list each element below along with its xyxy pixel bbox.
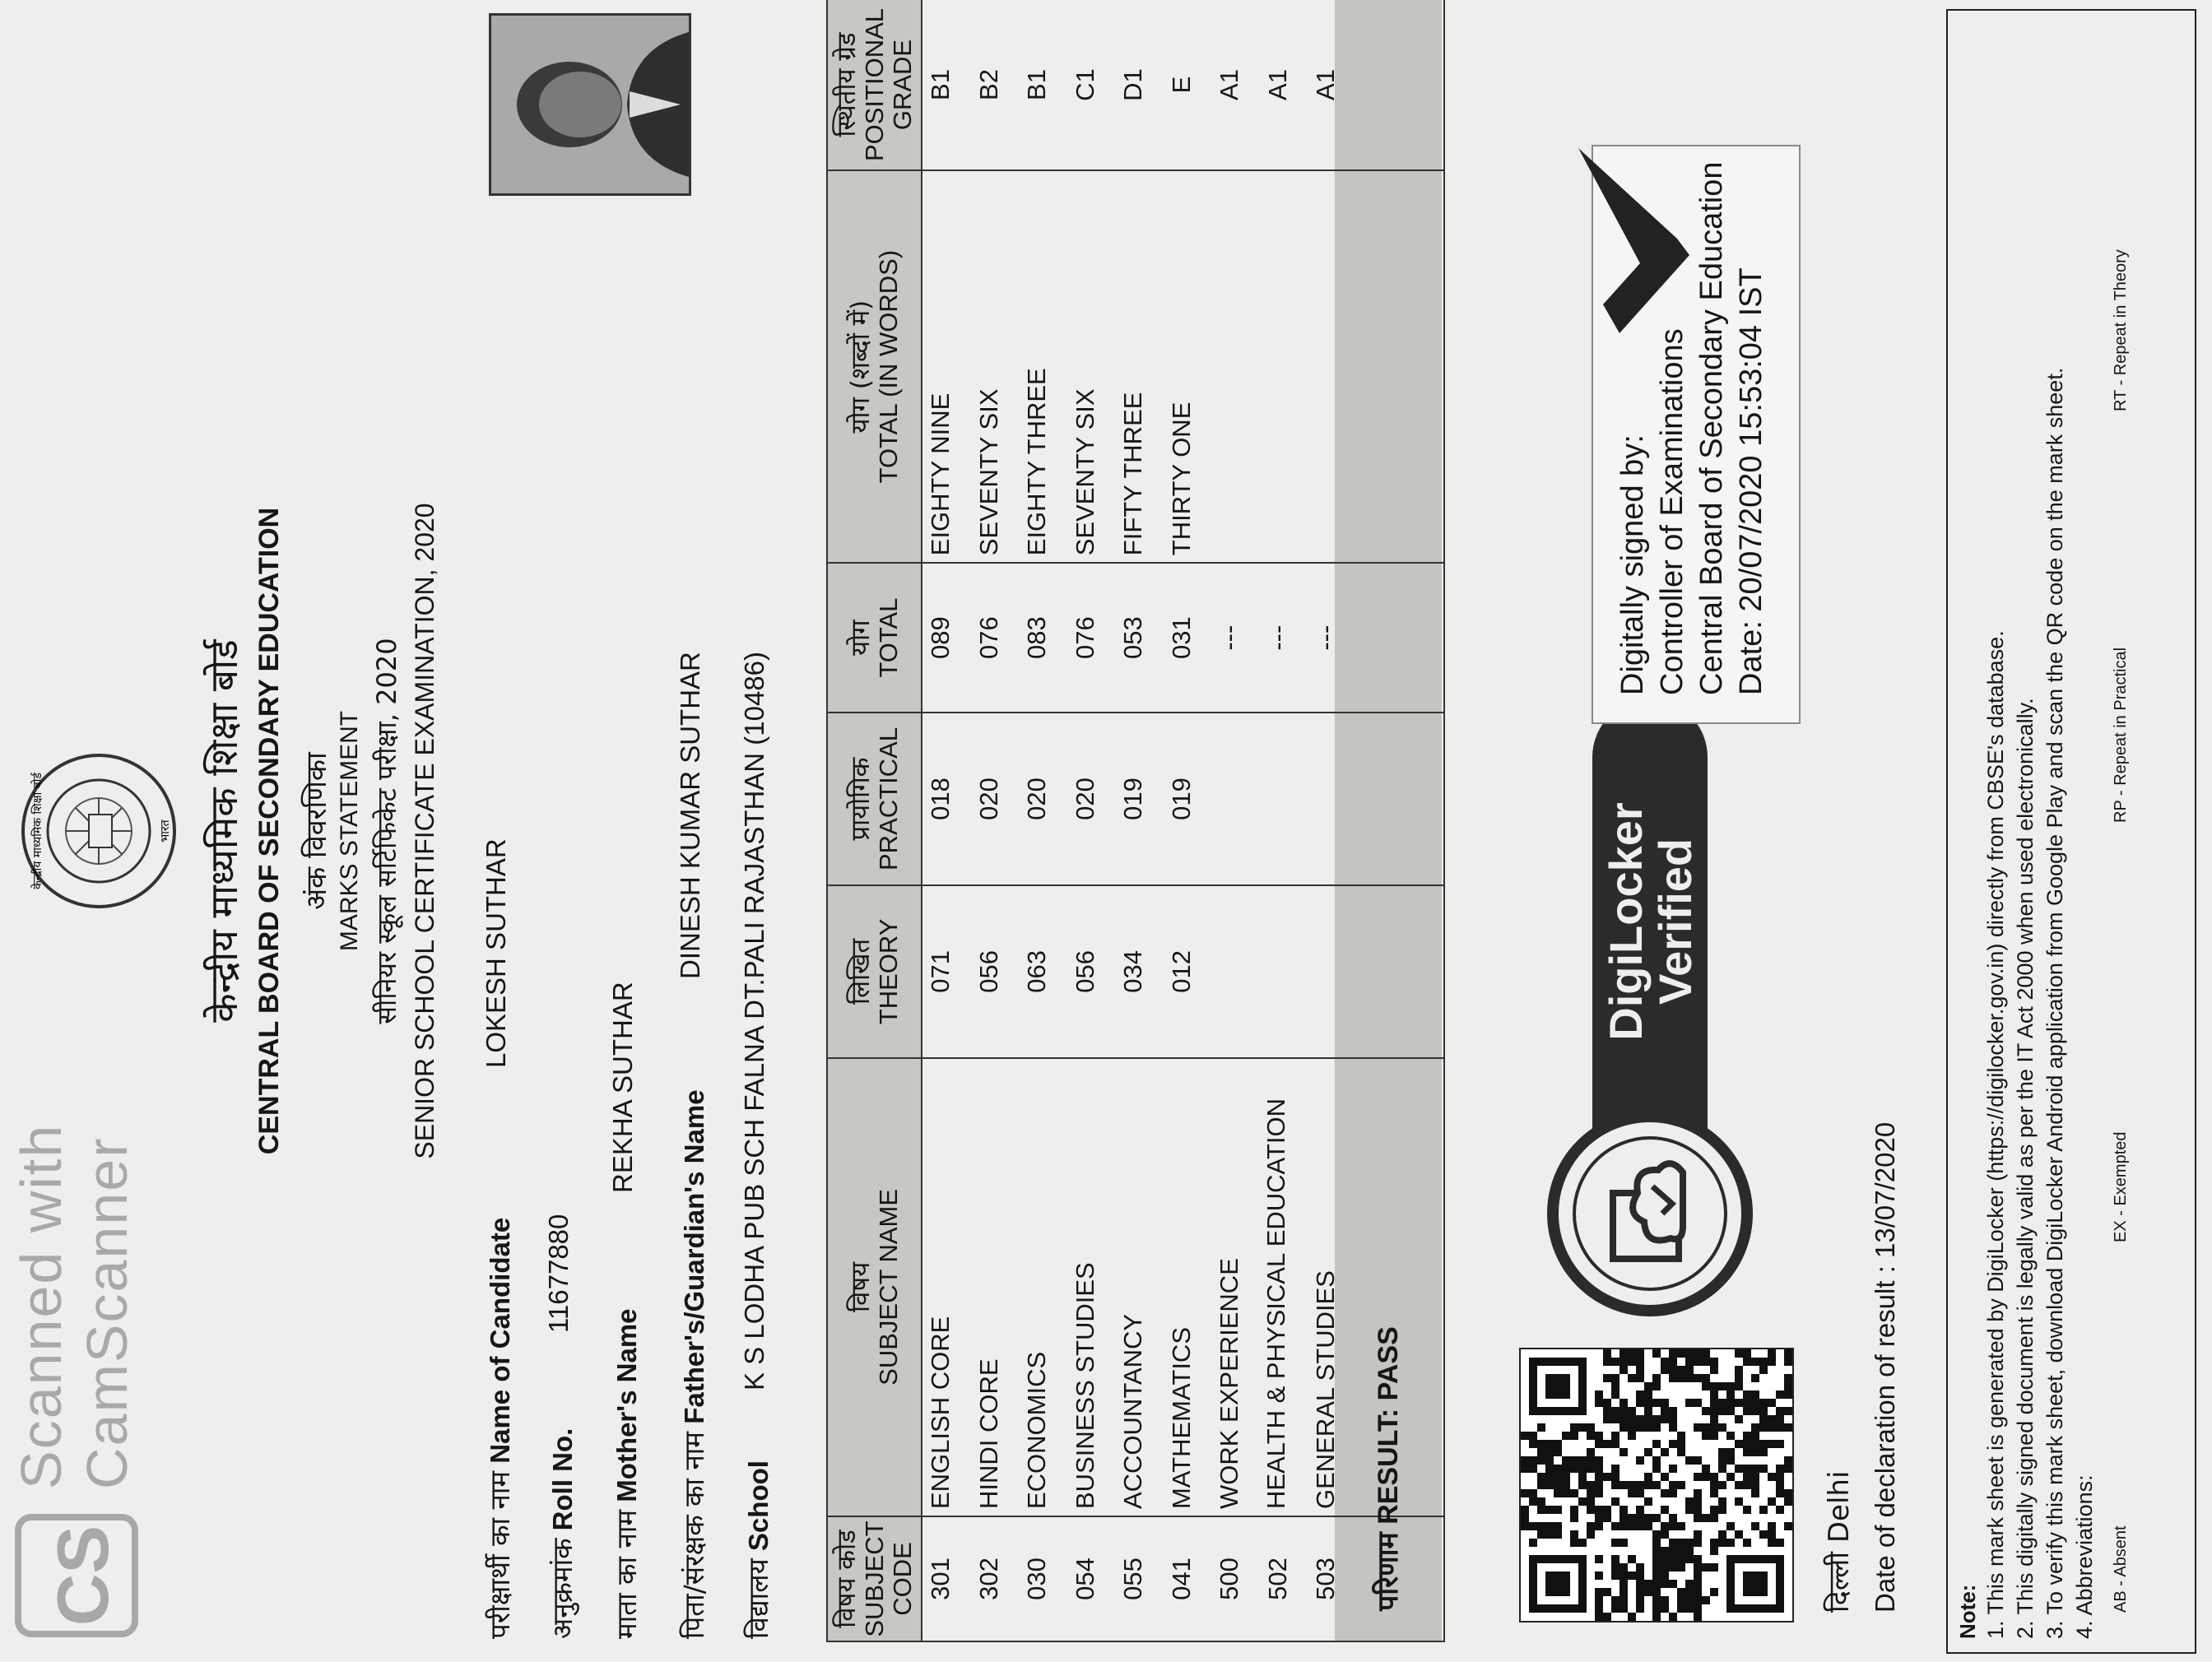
watermark-line-1: Scanned with <box>9 1123 73 1489</box>
abbreviation: RT - Repeat in Theory <box>2112 249 2130 411</box>
roll-number: 11677880 <box>543 1214 574 1333</box>
subject-name: WORK EXPERIENCE <box>1211 1058 1259 1516</box>
subject-code: 055 <box>1115 1516 1163 1641</box>
positional-grade: B1 <box>1019 0 1066 170</box>
total-marks: 031 <box>1164 563 1211 713</box>
table-row <box>1067 0 1115 1641</box>
abbreviation: RP - Repeat in Practical <box>2112 647 2130 823</box>
subject-name: MATHEMATICS <box>1164 1058 1211 1516</box>
theory-marks <box>1308 885 1444 1058</box>
total-in-words <box>1308 170 1444 563</box>
board-name-hindi: केन्द्रीय माध्यमिक शिक्षा बोर्ड <box>202 639 246 1023</box>
practical-marks: 020 <box>971 713 1019 885</box>
marks-table <box>826 0 1445 1642</box>
notes-title: Note: <box>1955 1584 1980 1639</box>
practical-marks: 018 <box>922 713 970 885</box>
subject-code: 030 <box>1019 1516 1066 1641</box>
positional-grade: D1 <box>1115 0 1163 170</box>
subject-name: GENERAL STUDIES <box>1308 1058 1444 1516</box>
total-in-words <box>1211 170 1259 563</box>
header-subject-name: विषय SUBJECT NAME <box>827 1058 922 1516</box>
positional-grade: A1 <box>1308 0 1444 170</box>
total-in-words: EIGHTY THREE <box>1019 170 1066 563</box>
school-label: विद्यालय School <box>742 1460 774 1639</box>
emblem-text-bottom: भारत <box>159 819 172 843</box>
total-in-words: EIGHTY NINE <box>922 170 970 563</box>
subject-code: 502 <box>1260 1516 1308 1641</box>
theory-marks: 034 <box>1115 885 1163 1058</box>
subject-name: HEALTH & PHYSICAL EDUCATION <box>1260 1058 1308 1516</box>
mother-label: माता का नाम Mother's Name <box>611 1308 643 1639</box>
table-row <box>1211 0 1259 1641</box>
subject-code: 503 <box>1308 1516 1444 1641</box>
subject-code: 054 <box>1067 1516 1115 1641</box>
total-in-words: SEVENTY SIX <box>971 170 1019 563</box>
name-label: परीक्षार्थी का नाम Name of Candidate <box>484 1217 516 1639</box>
practical-marks: 020 <box>1067 713 1115 885</box>
abbreviation: EX - Exempted <box>2112 1131 2130 1242</box>
theory-marks <box>1211 885 1259 1058</box>
positional-grade: B1 <box>922 0 970 170</box>
note-item: 1. This mark sheet is generated by DigiLocker (https://digilocker.gov.in) directly from CBSE's database. <box>1983 630 2008 1639</box>
exam-name-english: SENIOR SCHOOL CERTIFICATE EXAMINATION, 2020 <box>410 503 439 1159</box>
subject-code: 500 <box>1211 1516 1259 1641</box>
subject-name: HINDI CORE <box>971 1058 1019 1516</box>
camscanner-logo: CS <box>15 1514 138 1637</box>
theory-marks: 012 <box>1164 885 1211 1058</box>
emblem-text-top: केन्द्रीय माध्यमिक शिक्षा बोर्ड <box>31 773 44 889</box>
subject-code: 302 <box>971 1516 1019 1641</box>
digital-signature-text: Digitally signed by: Controller of Examinations Central Board of Secondary Education Date: 20/07/2020 15:53:04 IST <box>1615 161 1768 695</box>
note-item: 4. Abbreviations: <box>2072 1474 2097 1639</box>
total-marks: --- <box>1211 563 1259 713</box>
note-item: 3. To verify this mark sheet, download DigiLocker Android application from Google Play and scan the QR code on the mark sheet. <box>2042 367 2067 1639</box>
watermark-line-2: CamScanner <box>75 1136 139 1489</box>
school-name: K S LODHA PUB SCH FALNA DT.PALI RAJASTHAN (10486) <box>739 651 769 1390</box>
table-row <box>922 0 970 1641</box>
positional-grade: E <box>1164 0 1211 170</box>
total-marks: 076 <box>971 563 1019 713</box>
roll-label: अनुक्रमांक Roll No. <box>546 1428 579 1639</box>
total-marks: 076 <box>1067 563 1115 713</box>
qr-code <box>1519 1348 1794 1623</box>
practical-marks: 019 <box>1164 713 1211 885</box>
total-in-words <box>1260 170 1308 563</box>
digilocker-verified-badge <box>1547 691 1753 1316</box>
signature-valid-check-icon <box>1570 140 1694 337</box>
positional-grade: C1 <box>1067 0 1115 170</box>
candidate-photo <box>489 13 691 196</box>
candidate-name: LOKESH SUTHAR <box>481 838 511 1068</box>
abbreviation: AB - Absent <box>2112 1525 2130 1613</box>
father-name: DINESH KUMAR SUTHAR <box>675 652 705 979</box>
positional-grade: A1 <box>1211 0 1259 170</box>
marks-statement-title: MARKS STATEMENT <box>336 710 363 952</box>
place: दिल्ली Delhi <box>1823 1470 1856 1613</box>
practical-marks <box>1211 713 1259 885</box>
subject-name: ENGLISH CORE <box>922 1058 970 1516</box>
subject-name: ECONOMICS <box>1019 1058 1066 1516</box>
declaration-date: Date of declaration of result : 13/07/2020 <box>1870 1121 1900 1613</box>
subject-code: 041 <box>1164 1516 1211 1641</box>
digilocker-label: DigiLocker <box>1600 802 1652 1041</box>
mother-name: REKHA SUTHAR <box>607 982 638 1193</box>
table-row <box>1115 0 1163 1641</box>
header-theory: लिखित THEORY <box>827 885 922 1058</box>
theory-marks: 063 <box>1019 885 1066 1058</box>
total-marks: 053 <box>1115 563 1163 713</box>
table-header-row <box>827 0 922 1641</box>
total-in-words: THIRTY ONE <box>1164 170 1211 563</box>
practical-marks: 019 <box>1115 713 1163 885</box>
theory-marks: 056 <box>971 885 1019 1058</box>
ank-vivranika: अंक विवरणिका <box>300 752 333 910</box>
cbse-emblem <box>16 740 181 922</box>
table-row <box>1019 0 1066 1641</box>
subject-name: ACCOUNTANCY <box>1115 1058 1163 1516</box>
table-row <box>1260 0 1308 1641</box>
header-total-words: योग (शब्दों में) TOTAL (IN WORDS) <box>827 170 922 563</box>
positional-grade: B2 <box>971 0 1019 170</box>
subject-name: BUSINESS STUDIES <box>1067 1058 1115 1516</box>
subject-code: 301 <box>922 1516 970 1641</box>
total-marks: 089 <box>922 563 970 713</box>
total-in-words: FIFTY THREE <box>1115 170 1163 563</box>
board-name-english: CENTRAL BOARD OF SECONDARY EDUCATION <box>253 507 285 1155</box>
total-marks: --- <box>1260 563 1308 713</box>
practical-marks: 020 <box>1019 713 1066 885</box>
result-line: परिणाम RESULT: PASS <box>1372 1326 1405 1611</box>
total-in-words: SEVENTY SIX <box>1067 170 1115 563</box>
header-subject-code: विषय कोड SUBJECT CODE <box>827 1516 922 1641</box>
total-marks: 083 <box>1019 563 1066 713</box>
practical-marks <box>1260 713 1308 885</box>
note-item: 2. This digitally signed document is legally valid as per the IT Act 2000 when used electronically. <box>2013 698 2038 1639</box>
table-row <box>1164 0 1211 1641</box>
practical-marks <box>1308 713 1444 885</box>
header-practical: प्रायोगिक PRACTICAL <box>827 713 922 885</box>
table-row <box>971 0 1019 1641</box>
theory-marks: 071 <box>922 885 970 1058</box>
theory-marks <box>1260 885 1308 1058</box>
positional-grade: A1 <box>1260 0 1308 170</box>
result-value: PASS <box>1373 1326 1404 1401</box>
exam-name-hindi: सीनियर स्कूल सर्टिफिकेट परीक्षा, 2020 <box>371 638 402 1024</box>
theory-marks: 056 <box>1067 885 1115 1058</box>
header-total: योग TOTAL <box>827 563 922 713</box>
verified-label: Verified <box>1649 838 1701 1005</box>
total-marks: --- <box>1308 563 1444 713</box>
header-positional-grade: स्थितीय ग्रेड POSITIONAL GRADE <box>827 0 922 170</box>
father-label: पिता/संरक्षक का नाम Father's/Guardian's Name <box>678 1089 710 1639</box>
